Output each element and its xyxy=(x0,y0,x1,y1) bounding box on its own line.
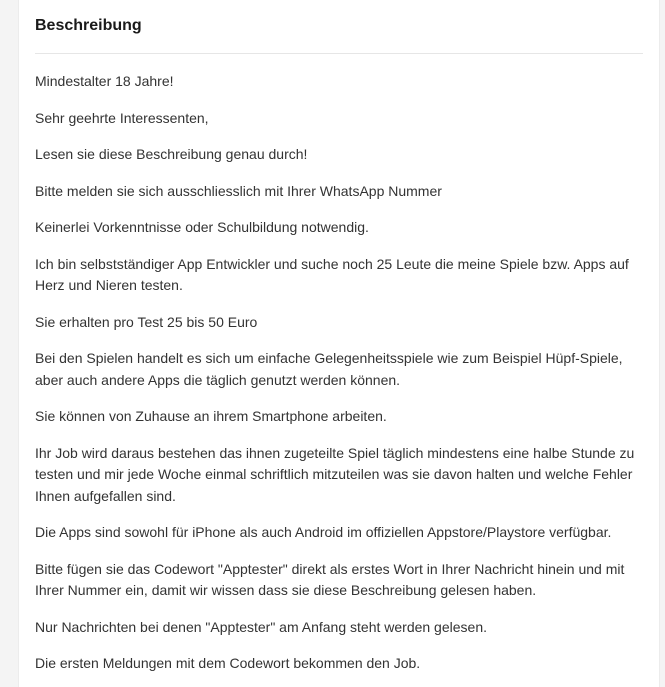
description-paragraph: Ihr Job wird daraus bestehen das ihnen zugeteilte Spiel täglich mindestens eine halbe Stunde zu testen und mir jede Woche einmal schriftlich mitzuteilen was sie davon halten und welche Fehler Ihnen aufgefallen sind. xyxy=(35,444,635,504)
description-paragraph: Bei den Spielen handelt es sich um einfache Gelegenheitsspiele wie zum Beispiel Hüpf-Spiele, aber auch andere Apps die täglich genutzt werden können. xyxy=(35,350,623,388)
description-paragraph: Bitte fügen sie das Codewort "Apptester" direkt als erstes Wort in Ihrer Nachricht hinein und mit Ihrer Nummer ein, damit wir wissen dass sie diese Beschreibung gelesen haben. xyxy=(35,560,625,598)
description-body xyxy=(35,54,643,675)
description-paragraph: Mindestalter 18 Jahre! xyxy=(35,73,174,89)
description-card xyxy=(18,0,660,687)
description-paragraph: Lesen sie diese Beschreibung genau durch! xyxy=(35,146,308,162)
description-paragraph: Die ersten Meldungen mit dem Codewort bekommen den Job. xyxy=(35,655,421,671)
description-paragraph: Sehr geehrte Interessenten, xyxy=(35,109,209,126)
description-paragraph: Nur Nachrichten bei denen "Apptester" am Anfang steht werden gelesen. xyxy=(35,618,487,635)
description-paragraph: Die Apps sind sowohl für iPhone als auch Android im offiziellen Appstore/Playstore verfügbar. xyxy=(35,524,612,540)
description-paragraph: Sie können von Zuhause an ihrem Smartphone arbeiten. xyxy=(35,408,387,424)
description-paragraph: Sie erhalten pro Test 25 bis 50 Euro xyxy=(35,313,258,330)
section-title: Beschreibung xyxy=(35,17,142,34)
description-paragraph: Keinerlei Vorkenntnisse oder Schulbildung notwendig. xyxy=(35,219,369,235)
description-paragraph: Bitte melden sie sich ausschliesslich mit Ihrer WhatsApp Nummer xyxy=(35,182,442,199)
description-paragraph: Ich bin selbstständiger App Entwickler und suche noch 25 Leute die meine Spiele bzw. Apps auf Herz und Nieren testen. xyxy=(35,255,629,293)
